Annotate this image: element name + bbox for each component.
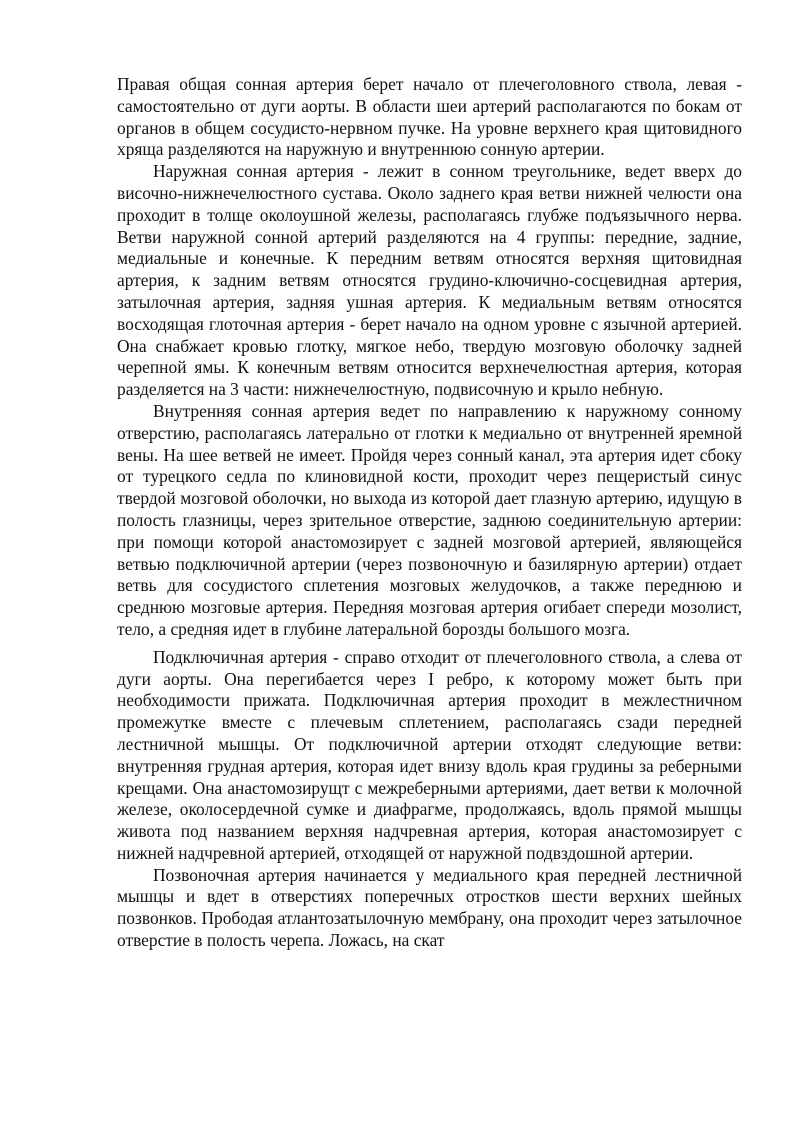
- paragraph-external-carotid: Наружная сонная артерия - лежит в сонном треугольнике, ведет вверх до височно-нижнечелюстного сустава. Около заднего края ветви нижней челюсти она проходит в толще околоушной железы, располагаясь глубже подъязычного нерва. Ветви наружной сонной артерий разделяются на 4 группы: передние, задние, медиальные и конечные. К передним ветвям относятся верхняя щитовидная артерия, к задним ветвям относятся грудино-ключично-сосцевидная артерия, затылочная артерия, задняя ушная артерия. К медиальным ветвям относятся восходящая глоточная артерия - берет начало на одном уровне с язычной артерией. Она снабжает кровью глотку, мягкое небо, твердую мозговую оболочку задней черепной ямы. К конечным ветвям относится верхнечелюстная артерия, которая разделяется на 3 части: нижнечелюстную, подвисочную и крыло небную.: [117, 161, 742, 400]
- paragraph-common-carotid: Правая общая сонная артерия берет начало от плечеголовного ствола, левая - самостоятельно от дуги аорты. В области шеи артерий располагаются по бокам от органов в общем сосудисто-нервном пучке. На уровне верхнего края щитовидного хряща разделяются на наружную и внутреннюю сонную артерии.: [117, 74, 742, 160]
- paragraph-internal-carotid: Внутренняя сонная артерия ведет по направлению к наружному сонному отверстию, располагаясь латерально от глотки к медиально от внутренней яремной вены. На шее ветвей не имеет. Пройдя через сонный канал, эта артерия идет сбоку от турецкого седла по клиновидной кости, проходит через пещеристый синус твердой мозговой оболочки, но выхода из которой дает глазную артерию, идущую в полость глазницы, через зрительное отверстие, заднюю соединительную артерии: при помощи которой анастомозирует с задней мозговой артерией, являющейся ветвью подключичной артерии (через позвоночную и базилярную артерии) отдает ветвь для сосудистого сплетения мозговых желудочков, а также переднюю и среднюю мозговые артерия. Передняя мозговая артерия огибает спереди мозолист, тело, а средняя идет в глубине латеральной борозды большого мозга.: [117, 400, 742, 639]
- document-page: [117, 74, 742, 952]
- paragraph-vertebral: Позвоночная артерия начинается у медиального края передней лестничной мышцы и вдет в отверстиях поперечных отростков шести верхних шейных позвонков. Прободая атлантозатылочную мембрану, она проходит через затылочное отверстие в полость черепа. Ложась, на скат: [117, 864, 742, 951]
- paragraph-subclavian: Подключичная артерия - справо отходит от плечеголовного ствола, а слева от дуги аорты. Она перегибается через I ребро, к которому может быть при необходимости прижата. Подключичная артерия проходит в межлестничном промежутке вместе с плечевым сплетением, располагаясь сзади передней лестничной мышцы. От подключичной артерии отходят следующие ветви: внутренняя грудная артерия, которая идет внизу вдоль края грудины за реберными крещами. Она анастомозирущт с межреберными артериями, дает ветви к молочной железе, околосердечной сумке и диафрагме, продолжаясь, вдоль прямой мышцы живота под названием верхняя надчревная артерия, которая анастомозирует с нижней надчревной артерией, отходящей от наружной подвздошной артерии.: [117, 646, 742, 863]
